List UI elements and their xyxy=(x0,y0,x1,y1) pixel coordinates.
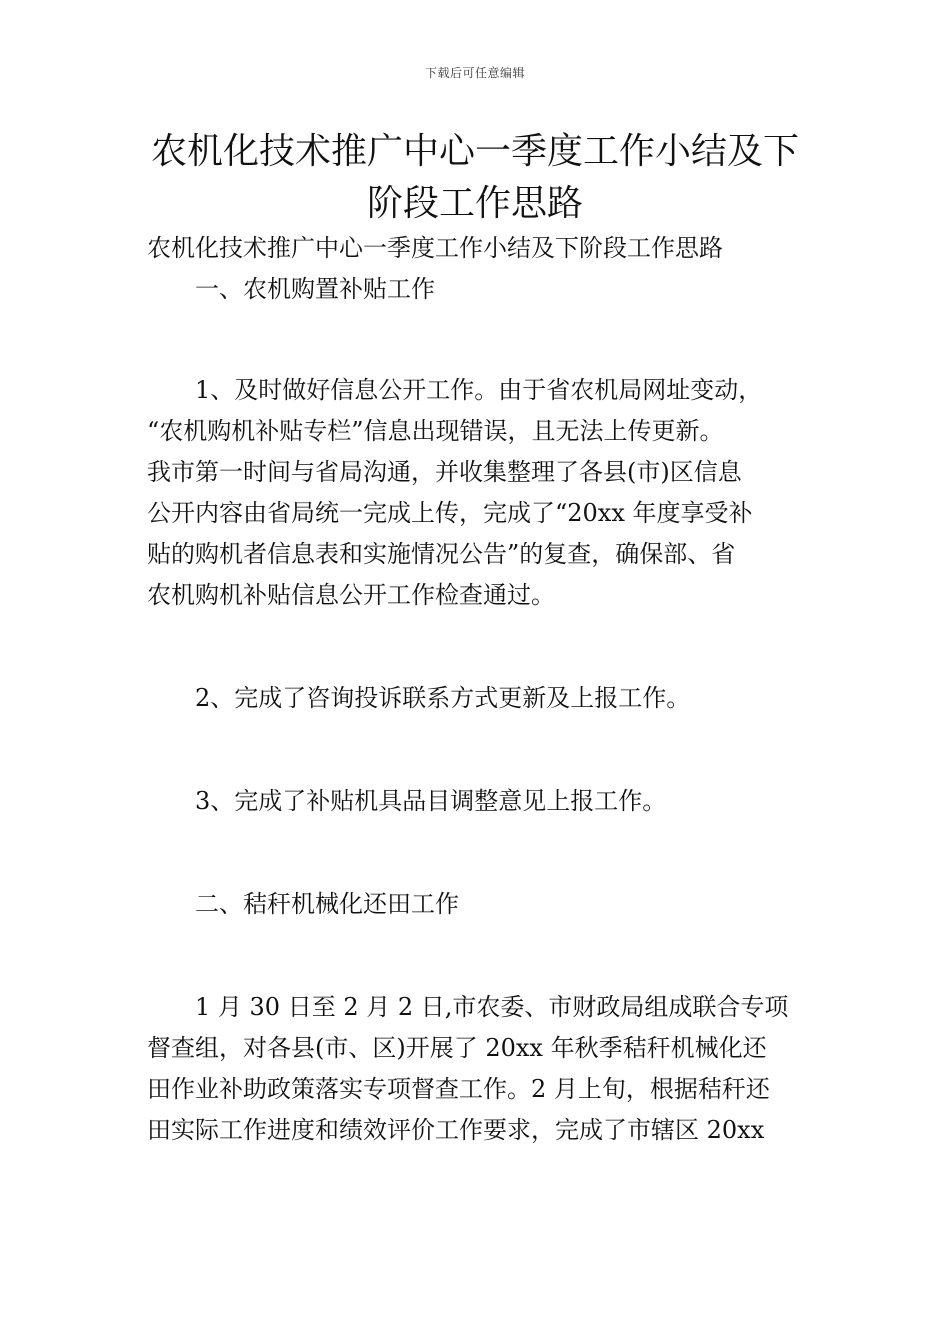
paragraph-gap xyxy=(147,616,809,678)
header-note: 下载后可任意编辑 xyxy=(424,66,525,80)
text-line: “农机购机补贴专栏”信息出现错误，且无法上传更新。 xyxy=(147,417,724,445)
text-line: 1、及时做好信息公开工作。由于省农机局网址变动， xyxy=(195,376,763,404)
subtitle: 农机化技术推广中心一季度工作小结及下阶段工作思路 xyxy=(147,234,723,262)
section-1-item-1 xyxy=(147,370,809,616)
paragraph-gap xyxy=(147,822,809,884)
section-1-heading: 一、农机购置补贴工作 xyxy=(195,275,435,303)
paragraph-gap xyxy=(147,925,809,987)
text-line: 田实际工作进度和绩效评价工作要求，完成了市辖区 20xx xyxy=(147,1116,765,1144)
text-line: 贴的购机者信息表和实施情况公告”的复查，确保部、省 xyxy=(147,540,736,568)
text-line: 我市第一时间与省局沟通，并收集整理了各县(市)区信息 xyxy=(147,458,742,486)
text-line: 公开内容由省局统一完成上传，完成了“20xx 年度享受补 xyxy=(147,499,753,527)
paragraph-gap xyxy=(147,719,809,781)
section-2-paragraph xyxy=(147,987,809,1151)
section-1-item-2: 2、完成了咨询投诉联系方式更新及上报工作。 xyxy=(195,684,691,712)
text-line: 1 月 30 日至 2 月 2 日,市农委、市财政局组成联合专项 xyxy=(195,993,789,1021)
document-body xyxy=(147,228,809,1151)
text-line: 田作业补助政策落实专项督查工作。2 月上旬，根据秸秆还 xyxy=(147,1075,770,1103)
title-line-2: 阶段工作思路 xyxy=(366,183,583,224)
document-title xyxy=(130,126,820,230)
section-1-item-3: 3、完成了补贴机具品目调整意见上报工作。 xyxy=(195,787,667,815)
text-line: 督查组，对各县(市、区)开展了 20xx 年秋季秸秆机械化还 xyxy=(147,1034,767,1062)
text-line: 农机购机补贴信息公开工作检查通过。 xyxy=(147,581,555,609)
paragraph-gap xyxy=(147,310,809,370)
section-2-heading: 二、秸秆机械化还田工作 xyxy=(195,890,459,918)
title-line-1: 农机化技术推广中心一季度工作小结及下 xyxy=(150,131,799,172)
